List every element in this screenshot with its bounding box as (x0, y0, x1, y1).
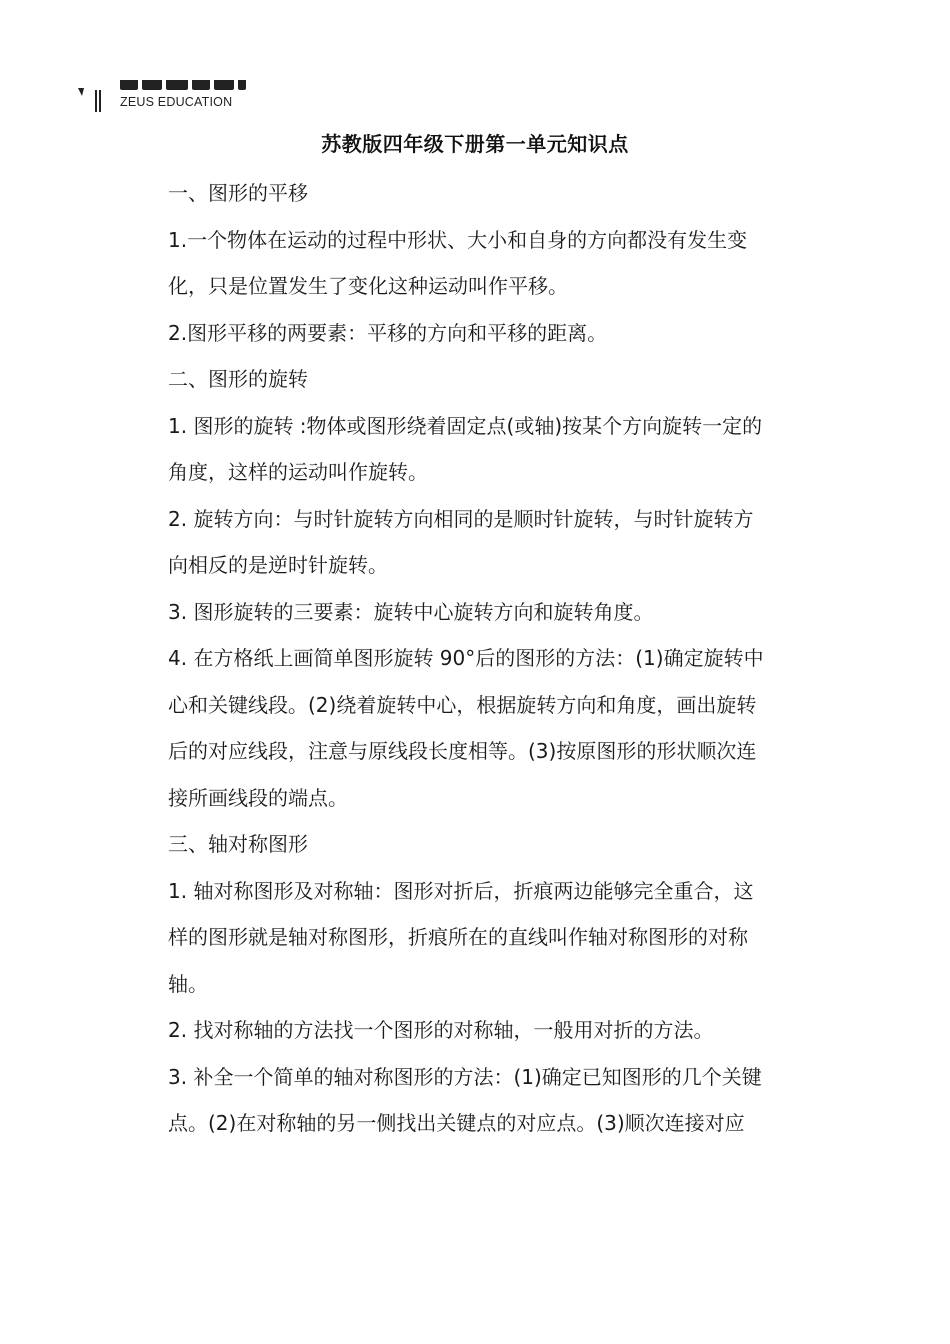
text-line: 2. 找对称轴的方法找一个图形的对称轴，一般用对折的方法。 (168, 1018, 714, 1042)
section-heading-translation: 一、图形的平移 (168, 181, 308, 205)
text-line: 后的对应线段，注意与原线段长度相等。(3)按原图形的形状顺次连 (168, 739, 757, 763)
section-heading-rotation: 二、图形的旋转 (168, 367, 308, 391)
text-line: 1.一个物体在运动的过程中形状、大小和自身的方向都没有发生变 (168, 227, 748, 252)
logo-text: ZEUS EDUCATION (120, 95, 233, 109)
text-line: 向相反的是逆时针旋转。 (168, 553, 388, 577)
text-line: 3. 图形旋转的三要素：旋转中心旋转方向和旋转角度。 (168, 599, 654, 624)
text-line: 1. 图形的旋转 :物体或图形绕着固定点(或轴)按某个方向旋转一定的 (168, 413, 763, 438)
text-line: 4. 在方格纸上画简单图形旋转 90°后的图形的方法：(1)确定旋转中 (168, 646, 764, 670)
text-line: 2. 旋转方向：与时针旋转方向相同的是顺时针旋转，与时针旋转方 (168, 506, 754, 531)
text-line: 角度，这样的运动叫作旋转。 (168, 460, 428, 484)
text-line: 样的图形就是轴对称图形，折痕所在的直线叫作轴对称图形的对称 (168, 925, 748, 949)
zeus-logo-icon (76, 84, 106, 114)
document-body (168, 170, 798, 1147)
logo-wordmark-cropped (120, 80, 252, 92)
text-line: 化，只是位置发生了变化这种运动叫作平移。 (168, 274, 568, 298)
section-heading-symmetry: 三、轴对称图形 (168, 832, 308, 856)
text-line: 2.图形平移的两要素：平移的方向和平移的距离。 (168, 320, 608, 345)
text-line: 1. 轴对称图形及对称轴：图形对折后，折痕两边能够完全重合，这 (168, 878, 754, 903)
text-line: 轴。 (168, 971, 208, 996)
text-line: 点。(2)在对称轴的另一侧找出关键点的对应点。(3)顺次连接对应 (168, 1111, 745, 1135)
text-line: 3. 补全一个简单的轴对称图形的方法：(1)确定已知图形的几个关键 (168, 1064, 762, 1089)
text-line: 接所画线段的端点。 (168, 785, 348, 810)
text-line: 心和关键线段。(2)绕着旋转中心，根据旋转方向和角度，画出旋转 (168, 692, 757, 717)
zeus-education-logo (76, 80, 256, 116)
document-title: 苏教版四年级下册第一单元知识点 (321, 132, 629, 156)
